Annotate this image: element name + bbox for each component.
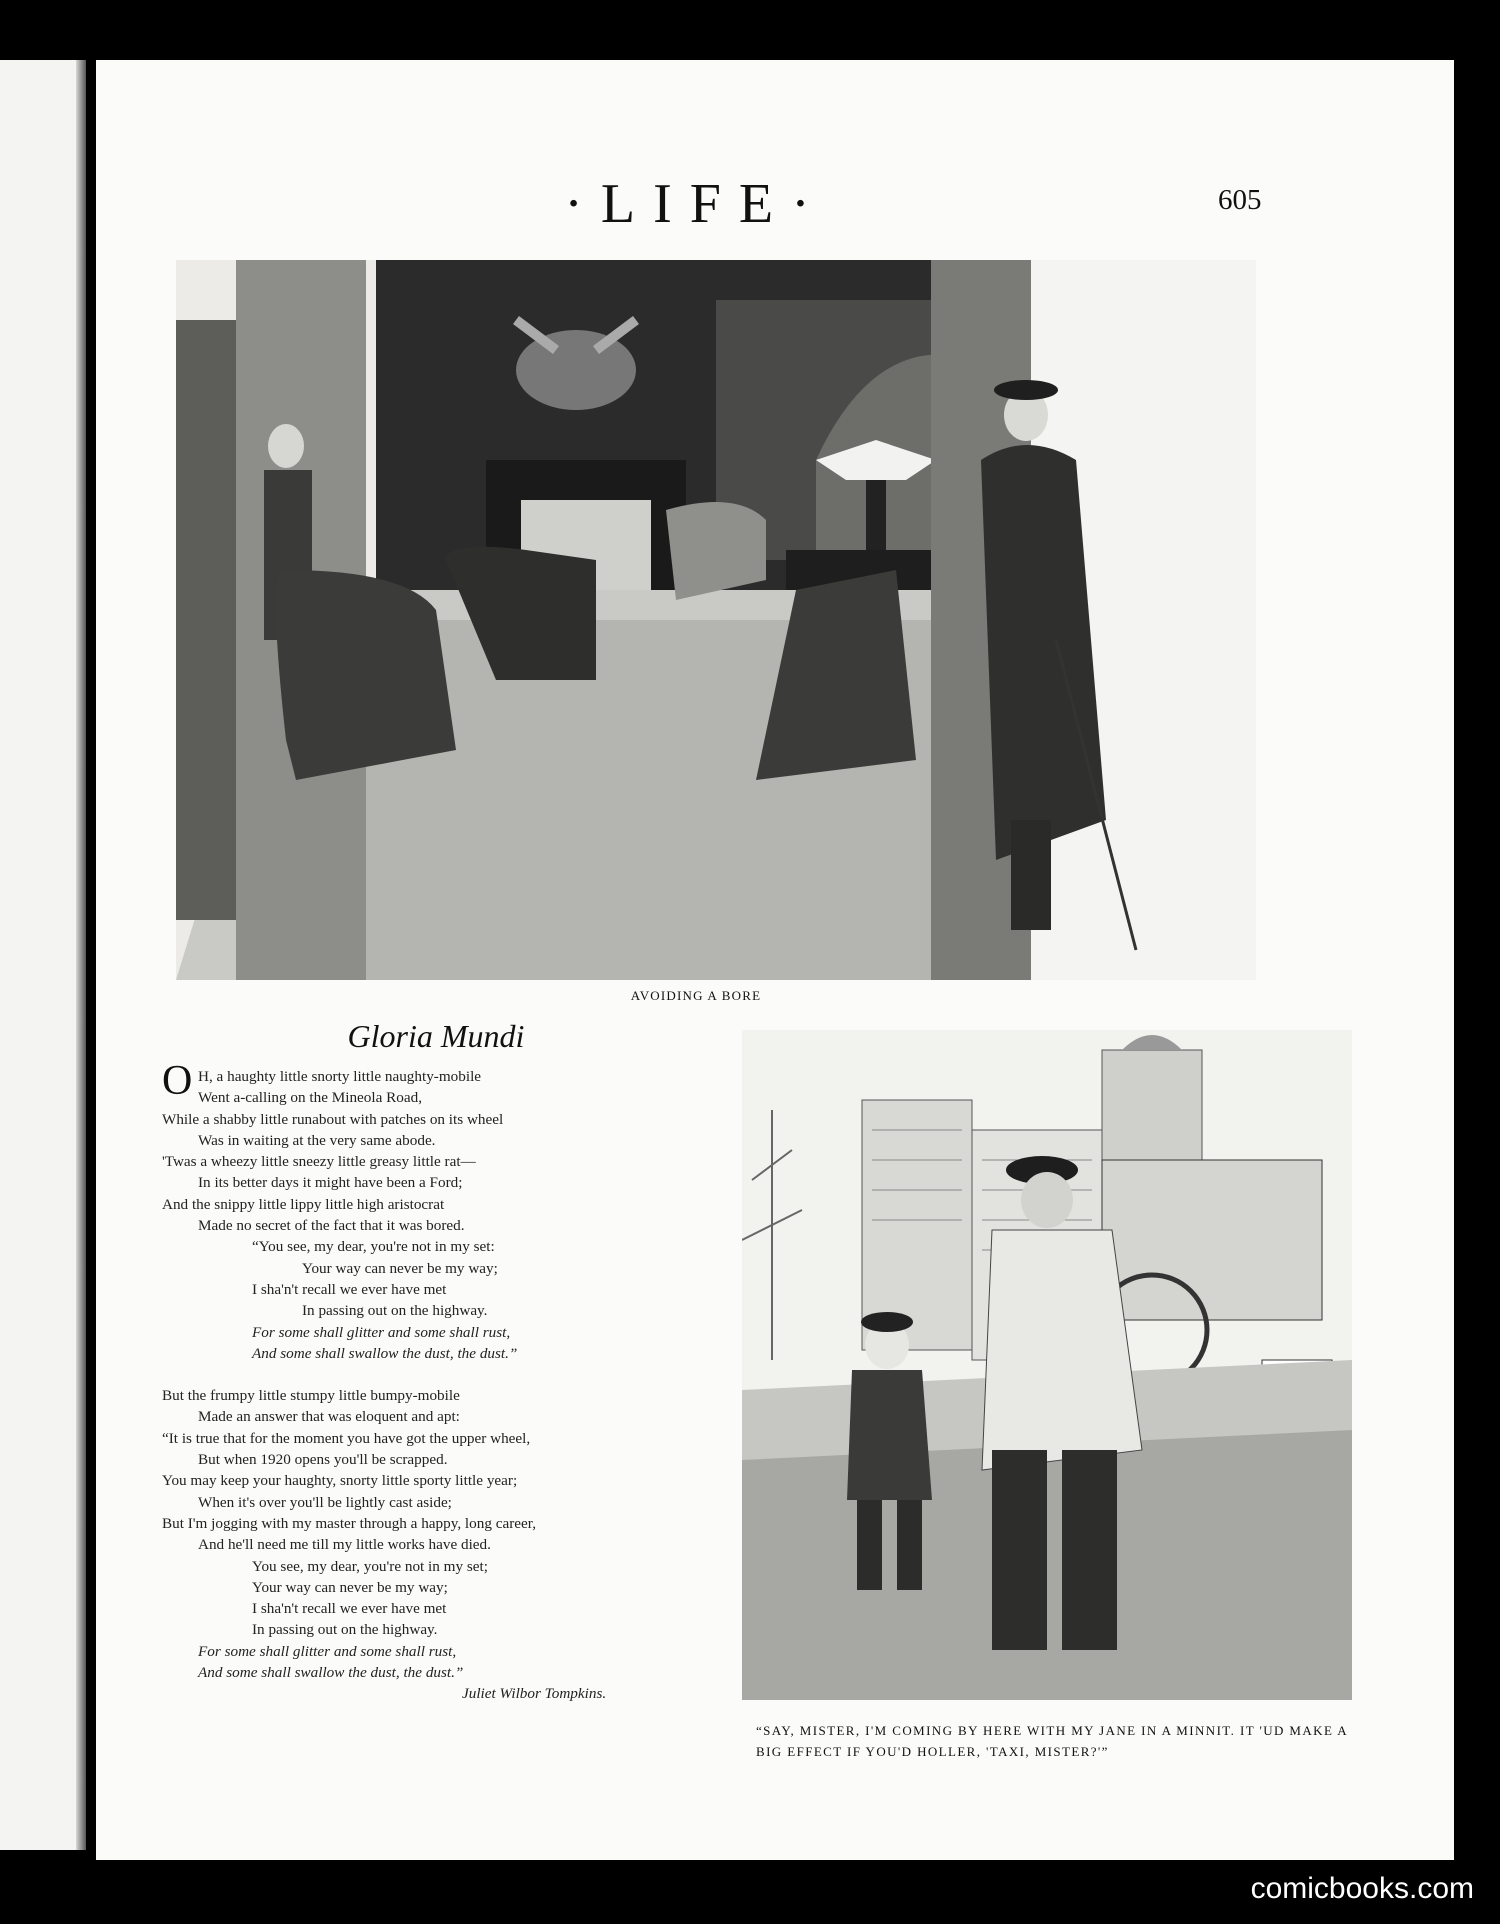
poem-line: But the frumpy little stumpy little bumpy-mobile bbox=[162, 1387, 460, 1405]
poem-author: Juliet Wilbor Tompkins. bbox=[462, 1685, 607, 1703]
masthead-title: ·LIFE· bbox=[564, 173, 828, 235]
poem-dropcap: O bbox=[162, 1058, 193, 1104]
street-drawing bbox=[742, 1030, 1352, 1700]
poem-line: In its better days it might have been a Ford; bbox=[198, 1174, 463, 1192]
poem-line: But when 1920 opens you'll be scrapped. bbox=[198, 1451, 448, 1469]
poem-line: I sha'n't recall we ever have met bbox=[252, 1280, 447, 1298]
poem-line: “You see, my dear, you're not in my set: bbox=[252, 1238, 495, 1256]
poem-line: Your way can never be my way; bbox=[302, 1259, 498, 1277]
poem-line: But I'm jogging with my master through a happy, long career, bbox=[162, 1514, 536, 1532]
poem-line: And the snippy little lippy little high aristocrat bbox=[162, 1195, 445, 1213]
page-fold bbox=[76, 60, 86, 1850]
stanza-gap bbox=[162, 1364, 782, 1385]
poem-line: When it's over you'll be lightly cast aside; bbox=[198, 1493, 452, 1511]
poem-line: Made no secret of the fact that it was bored. bbox=[198, 1217, 465, 1235]
poem-line: And he'll need me till my little works have died. bbox=[198, 1536, 491, 1554]
poem-line: In passing out on the highway. bbox=[302, 1302, 488, 1320]
illustration-avoiding-a-bore bbox=[176, 260, 1256, 980]
caption-avoiding-a-bore: AVOIDING A BORE bbox=[630, 988, 762, 1003]
page-number: 605 bbox=[1218, 184, 1262, 216]
illustration-taxi-street-scene bbox=[742, 1030, 1352, 1700]
poem-line: “It is true that for the moment you have got the upper wheel, bbox=[162, 1429, 531, 1447]
poem-line: Was in waiting at the very same abode. bbox=[198, 1131, 436, 1149]
poem-line: Made an answer that was eloquent and apt: bbox=[198, 1408, 460, 1426]
poem-line: For some shall glitter and some shall rust, bbox=[198, 1642, 457, 1660]
poem-line: You may keep your haughty, snorty little sporty little year; bbox=[162, 1472, 518, 1490]
poem-line: And some shall swallow the dust, the dust.” bbox=[198, 1664, 464, 1682]
poem-line: 'Twas a wheezy little sneezy little greasy little rat— bbox=[162, 1153, 476, 1171]
caption-taxi-mister: “SAY, MISTER, I'M COMING BY HERE WITH MY JANE IN A MINNIT. IT 'UD MAKE A BIG EFFECT IF YOU'D HOLLER, 'TAXI, MISTER?'” bbox=[756, 1723, 1348, 1759]
poem-body bbox=[162, 1058, 782, 1705]
poem-line: While a shabby little runabout with patches on its wheel bbox=[162, 1110, 504, 1128]
magazine-page bbox=[96, 60, 1454, 1860]
poem-line: I sha'n't recall we ever have met bbox=[252, 1600, 447, 1618]
poem-line: You see, my dear, you're not in my set; bbox=[252, 1557, 488, 1575]
poem-line: Your way can never be my way; bbox=[252, 1578, 448, 1596]
poem-line: For some shall glitter and some shall rust, bbox=[252, 1323, 511, 1341]
poem-line: In passing out on the highway. bbox=[252, 1621, 438, 1639]
lounge-drawing bbox=[176, 260, 1256, 980]
poem-line: And some shall swallow the dust, the dust.” bbox=[252, 1344, 518, 1362]
poem-title: Gloria Mundi bbox=[347, 1018, 525, 1054]
left-page-edge bbox=[0, 60, 86, 1850]
watermark: comicbooks.com bbox=[1250, 1872, 1474, 1905]
poem-line-text: H, a haughty little snorty little naughty-mobile bbox=[198, 1068, 482, 1085]
poem-line: Went a-calling on the Mineola Road, bbox=[198, 1089, 422, 1107]
